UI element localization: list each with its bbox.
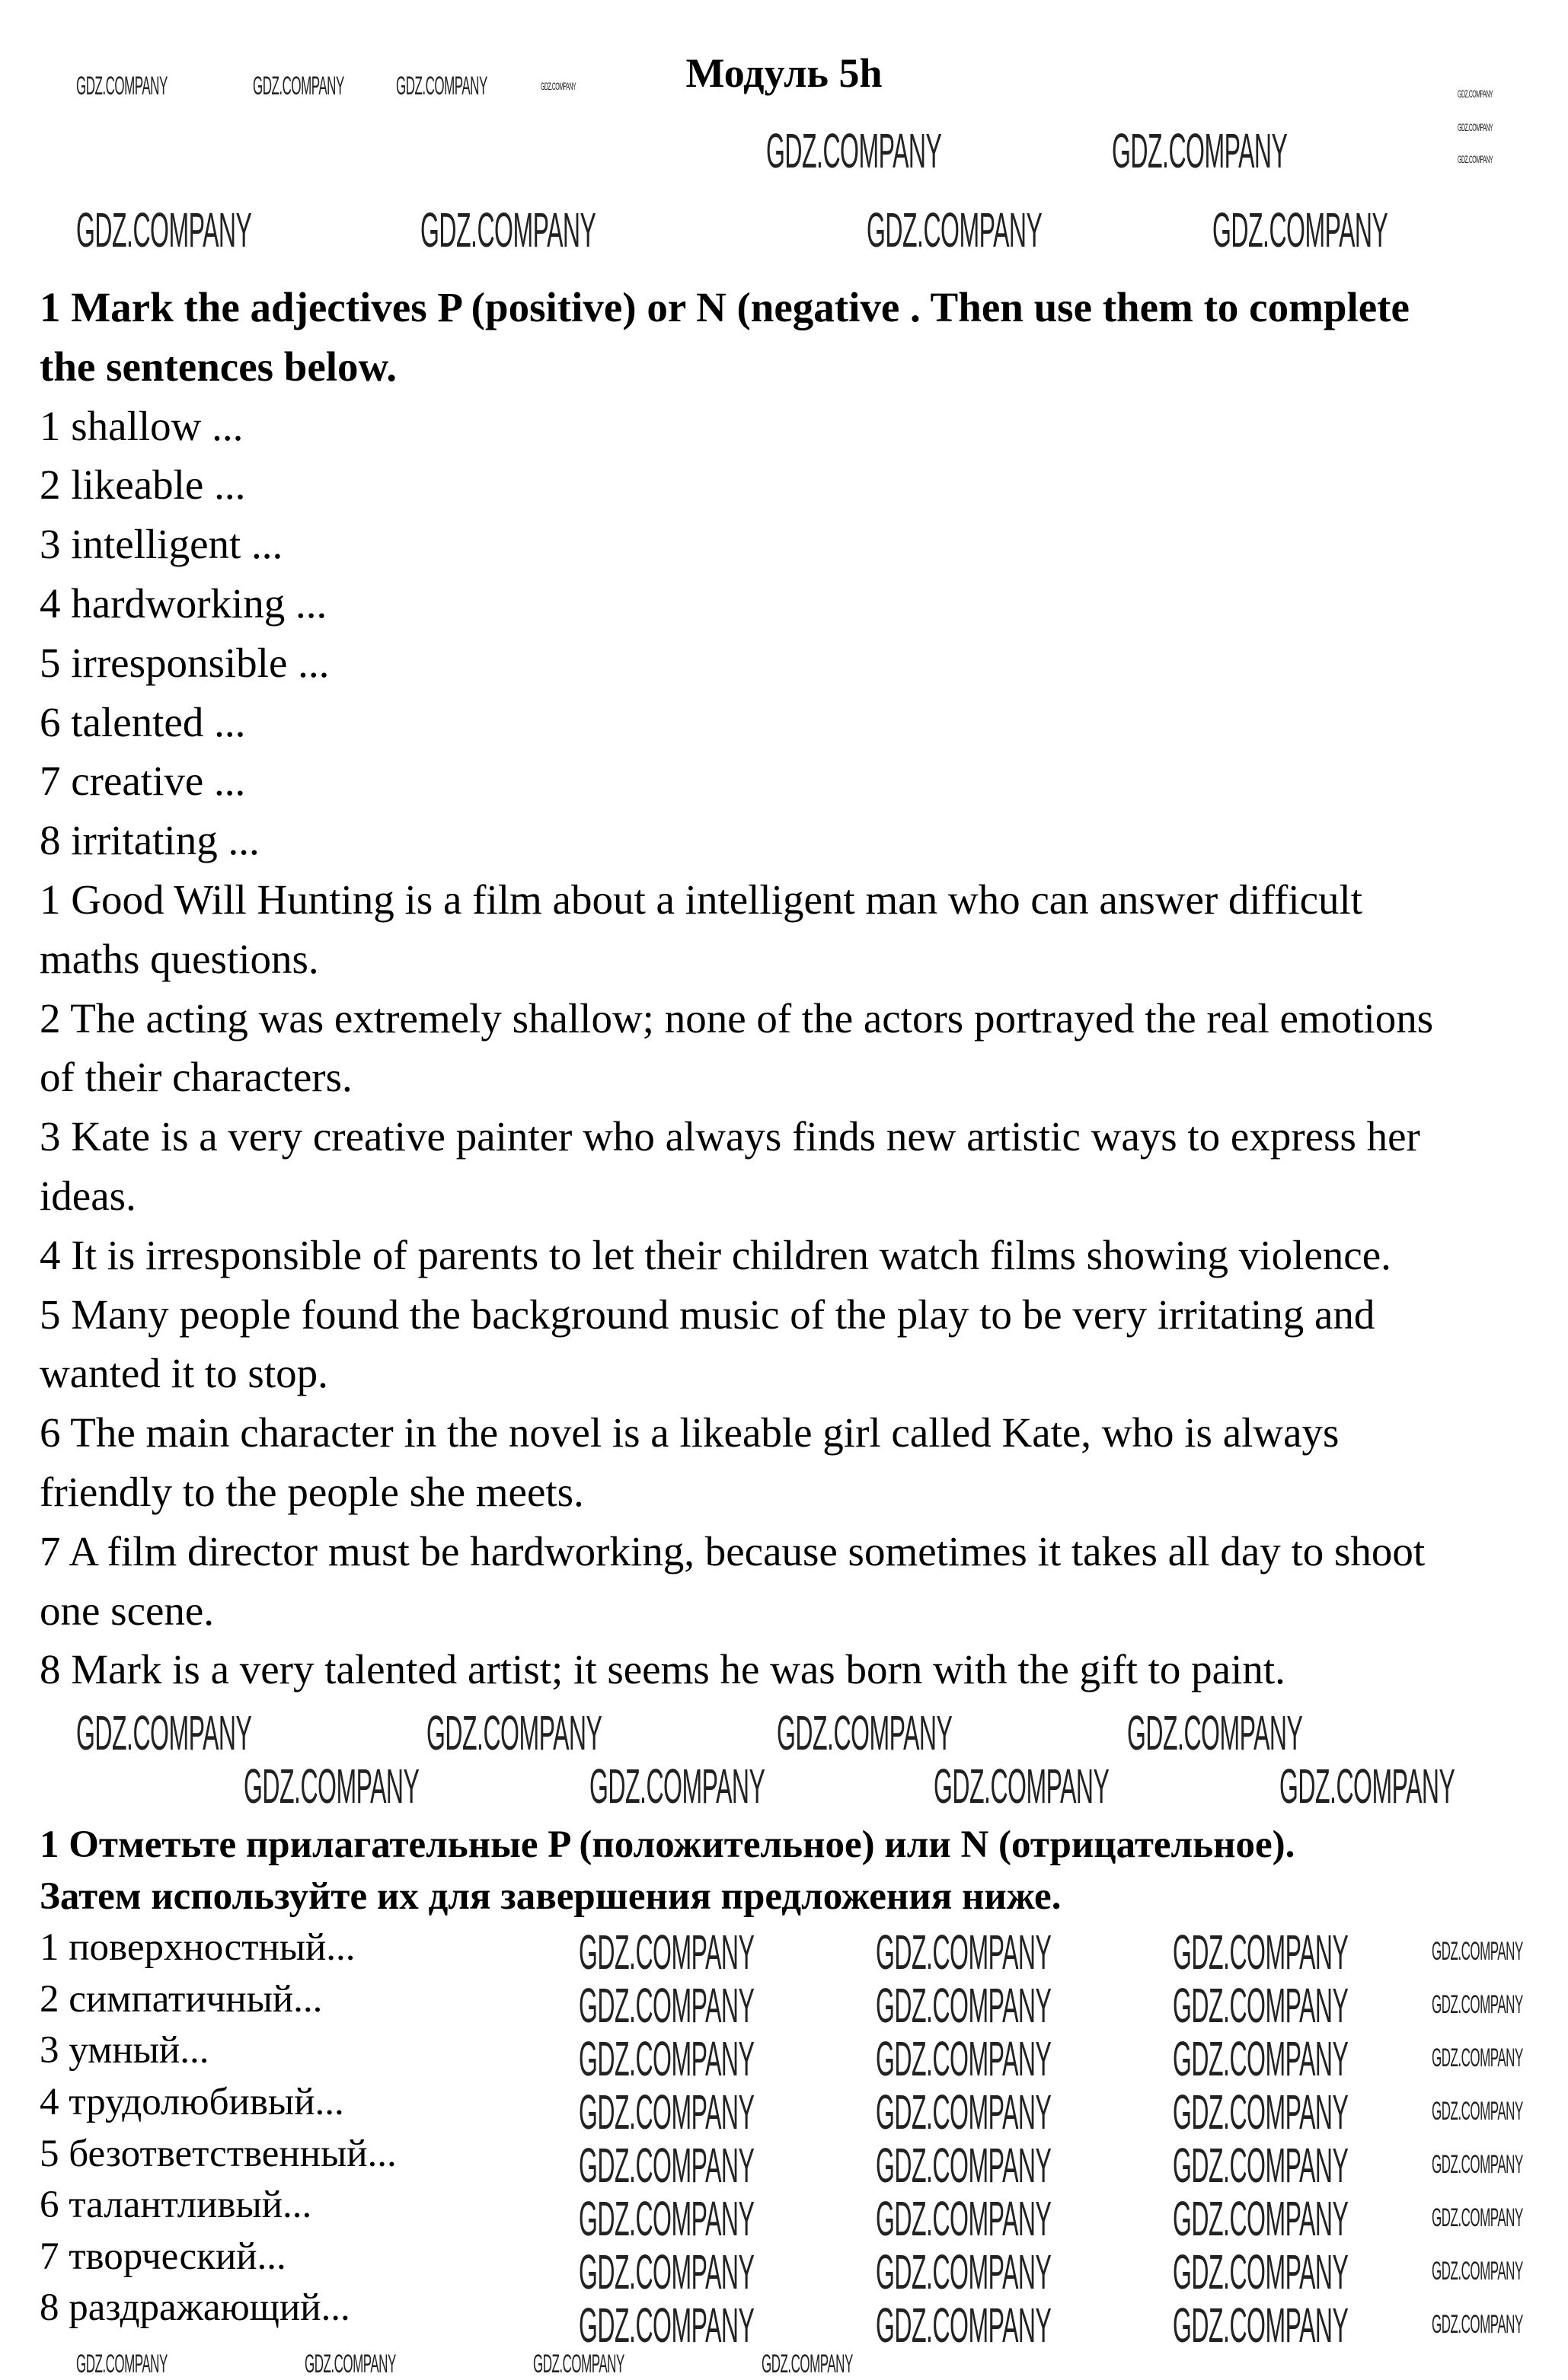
watermark: GDZ.COMPANY <box>579 1925 755 1980</box>
watermark: GDZ.COMPANY <box>244 1759 420 1814</box>
watermark: GDZ.COMPANY <box>1173 2244 1349 2299</box>
adjective-item: 1 shallow ... <box>40 402 244 449</box>
adjective-item: 5 irresponsible ... <box>40 639 330 686</box>
watermark: GDZ.COMPANY <box>1173 2085 1349 2139</box>
watermark: GDZ.COMPANY <box>541 80 576 92</box>
watermark: GDZ.COMPANY <box>579 2031 755 2086</box>
sentence-line: 8 Mark is a very talented artist; it seems he was born with the gift to paint. <box>40 1646 1285 1693</box>
watermark: GDZ.COMPANY <box>76 2350 168 2378</box>
watermark: GDZ.COMPANY <box>1112 123 1288 178</box>
page-title: Модуль 5h <box>685 50 883 96</box>
sentence-line: 3 Kate is a very creative painter who always finds new artistic ways to express her <box>40 1113 1420 1160</box>
sentence <box>40 989 1433 1108</box>
sentence <box>40 1107 1433 1226</box>
exercise-heading-line: the sentences below. <box>40 343 397 390</box>
watermark: GDZ.COMPANY <box>1432 2150 1523 2179</box>
adjective-item: 6 талантливый... <box>40 2184 312 2227</box>
sentence <box>40 1285 1433 1404</box>
sentence <box>40 1226 1433 1285</box>
adjective-item: 1 поверхностный... <box>40 1926 356 1970</box>
watermark: GDZ.COMPANY <box>876 2031 1052 2086</box>
watermark: GDZ.COMPANY <box>1432 1937 1523 1966</box>
watermark: GDZ.COMPANY <box>876 2138 1052 2193</box>
sentence <box>40 1640 1433 1699</box>
sentence-line: 6 The main character in the novel is a likeable girl called Kate, who is always <box>40 1409 1340 1456</box>
sentence <box>40 1403 1433 1522</box>
watermark: GDZ.COMPANY <box>305 2350 396 2378</box>
sentence-line: 4 It is irresponsible of parents to let their children watch films showing violence. <box>40 1231 1391 1278</box>
watermark: GDZ.COMPANY <box>876 1925 1052 1980</box>
adjective-item: 8 irritating ... <box>40 817 260 864</box>
sentence-line: 5 Many people found the background music of the play to be very irritating and <box>40 1290 1375 1338</box>
watermark: GDZ.COMPANY <box>579 2244 755 2299</box>
sentence-line: friendly to the people she meets. <box>40 1468 584 1515</box>
watermark: GDZ.COMPANY <box>1432 2203 1523 2232</box>
adjective-item: 5 безответственный... <box>40 2132 397 2175</box>
watermark: GDZ.COMPANY <box>533 2350 624 2378</box>
adjective-item: 4 hardworking ... <box>40 579 327 627</box>
watermark: GDZ.COMPANY <box>1127 1705 1303 1760</box>
watermark: GDZ.COMPANY <box>589 1759 765 1814</box>
watermark: GDZ.COMPANY <box>1432 2097 1523 2126</box>
watermark: GDZ.COMPANY <box>1212 203 1388 257</box>
watermark: GDZ.COMPANY <box>1432 2257 1523 2286</box>
adjective-item: 4 трудолюбивый... <box>40 2080 344 2123</box>
watermark: GDZ.COMPANY <box>1173 2191 1349 2246</box>
watermark: GDZ.COMPANY <box>1432 2043 1523 2072</box>
watermark: GDZ.COMPANY <box>76 72 168 100</box>
sentence-line: wanted it to stop. <box>40 1350 328 1397</box>
watermark: GDZ.COMPANY <box>579 2138 755 2193</box>
watermark: GDZ.COMPANY <box>1458 88 1493 100</box>
adjective-item: 7 creative ... <box>40 758 246 805</box>
exercise-heading-line: 1 Mark the adjectives P (positive) or N (negative . Then use them to complete <box>40 284 1410 330</box>
watermark: GDZ.COMPANY <box>1458 121 1493 133</box>
adjective-item: 8 раздражающий... <box>40 2286 350 2330</box>
watermark: GDZ.COMPANY <box>1173 2031 1349 2086</box>
sentence-line: 2 The acting was extremely shallow; none of the actors portrayed the real emotions <box>40 994 1434 1042</box>
sentence-line: ideas. <box>40 1172 136 1219</box>
sentence-line: of their characters. <box>40 1054 353 1101</box>
watermark: GDZ.COMPANY <box>766 123 942 178</box>
watermark: GDZ.COMPANY <box>1173 1925 1349 1980</box>
watermark: GDZ.COMPANY <box>253 72 344 100</box>
exercise-heading-line: 1 Отметьте прилагательные P (положительное) или N (отрицательное). <box>40 1823 1295 1866</box>
adjective-item: 2 симпатичный... <box>40 1977 323 2021</box>
watermark: GDZ.COMPANY <box>876 2191 1052 2246</box>
english-exercise <box>40 278 1433 1699</box>
watermark: GDZ.COMPANY <box>76 1705 252 1760</box>
watermark: GDZ.COMPANY <box>762 2350 853 2378</box>
watermark: GDZ.COMPANY <box>426 1705 602 1760</box>
sentence <box>40 870 1433 989</box>
watermark: GDZ.COMPANY <box>934 1759 1110 1814</box>
watermark: GDZ.COMPANY <box>876 2244 1052 2299</box>
watermark: GDZ.COMPANY <box>876 2085 1052 2139</box>
sentence-line: 1 Good Will Hunting is a film about a intelligent man who can answer difficult <box>40 876 1363 923</box>
watermark: GDZ.COMPANY <box>876 2298 1052 2353</box>
sentence-line: one scene. <box>40 1587 215 1634</box>
watermark: GDZ.COMPANY <box>1173 1978 1349 2033</box>
adjective-item: 3 умный... <box>40 2029 209 2072</box>
watermark: GDZ.COMPANY <box>579 2298 755 2353</box>
watermark: GDZ.COMPANY <box>579 2085 755 2139</box>
watermark: GDZ.COMPANY <box>579 2191 755 2246</box>
watermark: GDZ.COMPANY <box>1173 2138 1349 2193</box>
adjective-item: 7 творческий... <box>40 2235 286 2278</box>
watermark: GDZ.COMPANY <box>1432 2310 1523 2339</box>
sentence-line: maths questions. <box>40 935 319 982</box>
watermark: GDZ.COMPANY <box>1173 2298 1349 2353</box>
watermark: GDZ.COMPANY <box>1458 153 1493 165</box>
watermark: GDZ.COMPANY <box>579 1978 755 2033</box>
exercise-heading-line: Затем используйте их для завершения предложения ниже. <box>40 1874 1062 1918</box>
adjective-item: 2 likeable ... <box>40 461 246 509</box>
adjective-item: 6 talented ... <box>40 698 246 745</box>
watermark: GDZ.COMPANY <box>76 203 252 257</box>
watermark: GDZ.COMPANY <box>867 203 1043 257</box>
adjective-item: 3 intelligent ... <box>40 521 283 568</box>
watermark: GDZ.COMPANY <box>420 203 596 257</box>
watermark: GDZ.COMPANY <box>1279 1759 1455 1814</box>
sentence <box>40 1522 1433 1641</box>
watermark: GDZ.COMPANY <box>777 1705 953 1760</box>
watermark: GDZ.COMPANY <box>876 1978 1052 2033</box>
sentence-line: 7 A film director must be hardworking, because sometimes it takes all day to shoot <box>40 1527 1426 1574</box>
watermark: GDZ.COMPANY <box>396 72 487 100</box>
watermark: GDZ.COMPANY <box>1432 1990 1523 2019</box>
